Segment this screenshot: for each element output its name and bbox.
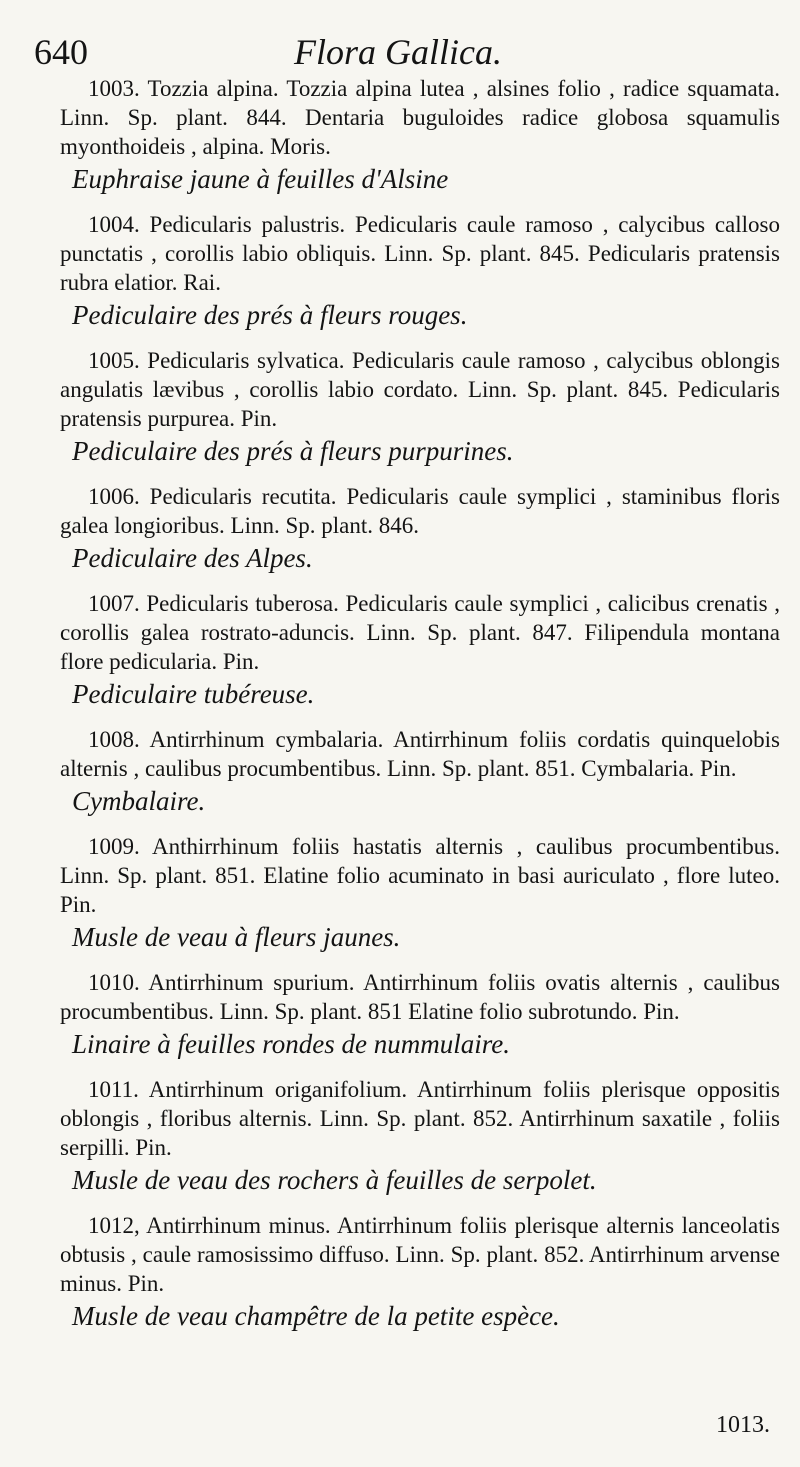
species-entry — [60, 346, 780, 468]
species-entry — [60, 1211, 780, 1333]
french-name: Musle de veau à fleurs jaunes. — [72, 922, 401, 952]
species-entry — [60, 1075, 780, 1197]
latin-description: 1006. Pedicularis recutita. Pedicularis caule symplici , staminibus floris galea longioribus. Linn. Sp. plant. 846. — [60, 484, 780, 538]
french-name: Cymbalaire. — [72, 786, 206, 816]
french-name: Pediculaire des prés à fleurs purpurines. — [72, 436, 514, 466]
french-name: Pediculaire tubéreuse. — [72, 679, 315, 709]
catchword: 1013. — [716, 1412, 770, 1438]
species-entry — [60, 832, 780, 954]
french-name: Pediculaire des Alpes. — [72, 543, 313, 573]
french-name: Pediculaire des prés à fleurs rouges. — [72, 300, 468, 330]
latin-description: 1008. Antirrhinum cymbalaria. Antirrhinum foliis cordatis quinquelobis alternis , caulibus procumbentibus. Linn. Sp. plant. 851. Cymbalaria. Pin. — [60, 727, 780, 781]
page-number: 640 — [34, 32, 88, 72]
french-name: Linaire à feuilles rondes de nummulaire. — [72, 1029, 510, 1059]
latin-description: 1007. Pedicularis tuberosa. Pedicularis caule symplici , calicibus crenatis , corollis galea rostrato-aduncis. Linn. Sp. plant. 847. Filipendula montana flore pedicularia. Pin. — [60, 591, 780, 674]
species-entry — [60, 725, 780, 818]
latin-description: 1003. Tozzia alpina. Tozzia alpina lutea , alsines folio , radice squamata. Linn. Sp. plant. 844. Dentaria buguloides radice globosa squamulis myonthoideis , alpina. Moris. — [60, 76, 780, 159]
species-entry — [60, 968, 780, 1061]
french-name: Musle de veau des rochers à feuilles de serpolet. — [72, 1165, 597, 1195]
french-name: Musle de veau champêtre de la petite espèce. — [72, 1301, 560, 1331]
page-header — [34, 30, 760, 74]
species-entry — [60, 74, 780, 196]
latin-description: 1004. Pedicularis palustris. Pedicularis caule ramoso , calycibus calloso punctatis , corollis labio obliquis. Linn. Sp. plant. 845. Pedicularis pratensis rubra elatior. Rai. — [60, 212, 780, 295]
latin-description: 1009. Anthirrhinum foliis hastatis alternis , caulibus procumbentibus. Linn. Sp. plant. 851. Elatine folio acuminato in basi auriculato , flore luteo. Pin. — [60, 834, 780, 917]
french-name: Euphraise jaune à feuilles d'Alsine — [72, 164, 449, 194]
latin-description: 1010. Antirrhinum spurium. Antirrhinum foliis ovatis alternis , caulibus procumbentibus. Linn. Sp. plant. 851 Elatine folio subrotundo. Pin. — [60, 970, 780, 1024]
latin-description: 1012, Antirrhinum minus. Antirrhinum foliis plerisque alternis lanceolatis obtusis , caule ramosissimo diffuso. Linn. Sp. plant. 852. Antirrhinum arvense minus. Pin. — [60, 1213, 780, 1296]
species-entry — [60, 482, 780, 575]
latin-description: 1005. Pedicularis sylvatica. Pedicularis caule ramoso , calycibus oblongis angulatis lævibus , corollis labio cordato. Linn. Sp. plant. 845. Pedicularis pratensis purpurea. Pin. — [60, 348, 780, 431]
species-entries — [60, 74, 780, 1347]
running-title: Flora Gallica. — [294, 32, 502, 72]
species-entry — [60, 589, 780, 711]
latin-description: 1011. Antirrhinum origanifolium. Antirrhinum foliis plerisque oppositis oblongis , floribus alternis. Linn. Sp. plant. 852. Antirrhinum saxatile , foliis serpilli. Pin. — [60, 1077, 780, 1160]
species-entry — [60, 210, 780, 332]
